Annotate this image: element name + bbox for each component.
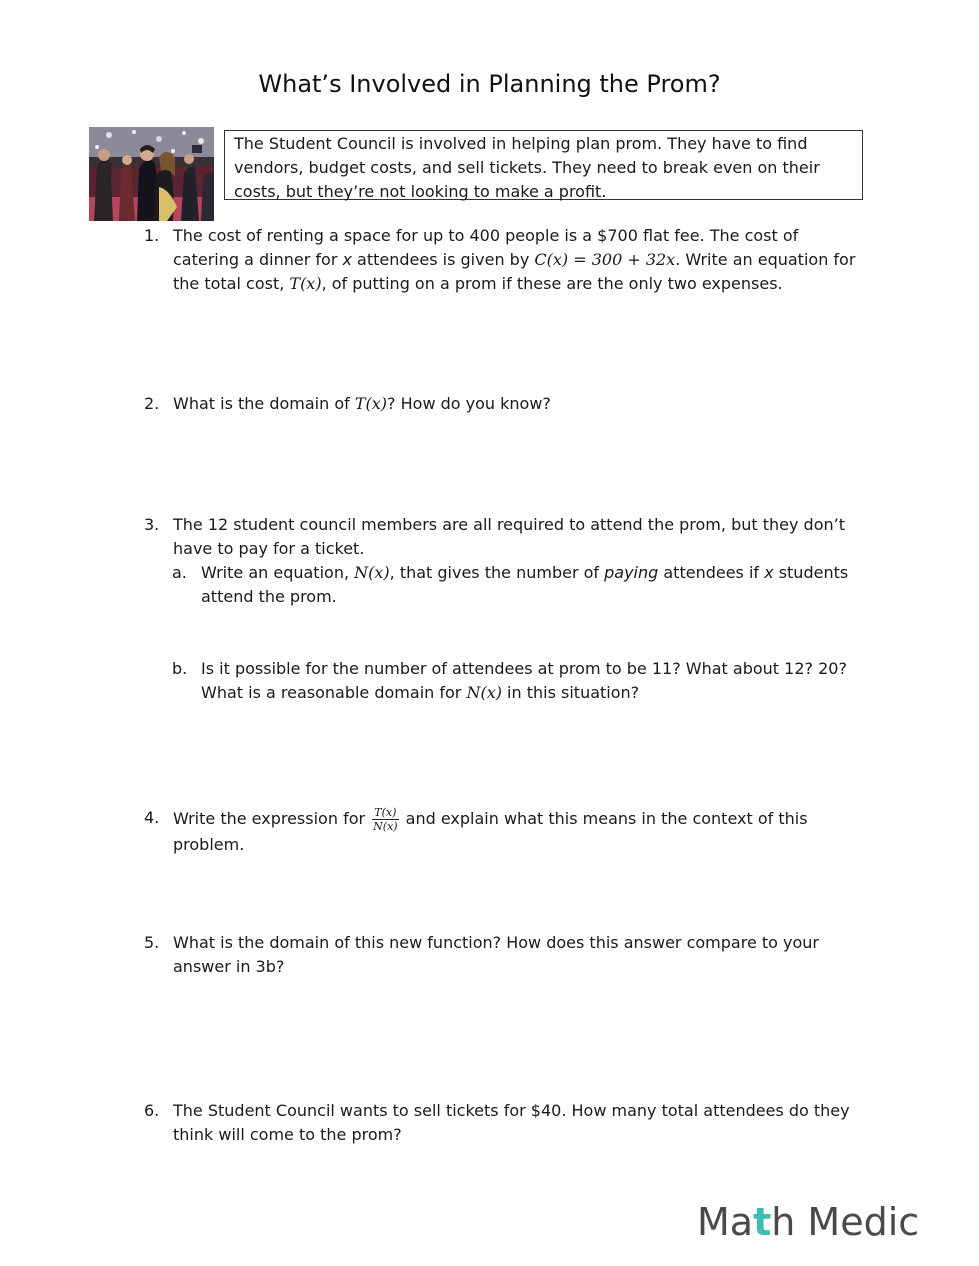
question-number: 3. bbox=[144, 515, 160, 534]
text-segment: students attend the prom. bbox=[201, 563, 849, 606]
text-segment: Write the expression for bbox=[173, 809, 371, 828]
prom-photo bbox=[89, 127, 214, 221]
intro-box: The Student Council is involved in helping plan prom. They have to find vendors, budget costs, and sell tickets. They need to break even on their costs, but they’re not looking to make a profit. bbox=[224, 130, 863, 200]
question-number: 6. bbox=[144, 1101, 160, 1120]
question-6 bbox=[144, 1099, 869, 1147]
text-segment: and explain what this means in the context of this problem. bbox=[173, 809, 808, 854]
variable: x bbox=[342, 250, 352, 269]
question-3 bbox=[144, 513, 869, 561]
question-3a bbox=[144, 561, 869, 609]
logo-accent-letter: t bbox=[753, 1200, 772, 1244]
question-2 bbox=[144, 392, 869, 416]
prom-dancers-image bbox=[89, 127, 214, 221]
math-expression: N(x) bbox=[466, 683, 502, 702]
subquestion-text bbox=[172, 657, 869, 705]
text-segment: Is it possible for the number of attendees at prom to be 11? What about 12? 20? What is a reasonable domain for bbox=[201, 659, 847, 702]
question-number: 2. bbox=[144, 394, 160, 413]
text-segment: in this situation? bbox=[501, 683, 640, 702]
text-segment: attendees is given by bbox=[351, 250, 535, 269]
question-text: The 12 student council members are all required to attend the prom, but they don’t have to pay for a ticket. bbox=[173, 515, 845, 558]
variable: x bbox=[764, 563, 774, 582]
subquestion-text bbox=[172, 561, 869, 609]
page-title: What’s Involved in Planning the Prom? bbox=[258, 70, 721, 98]
text-segment: , of putting on a prom if these are the only two expenses. bbox=[321, 274, 783, 293]
math-expression: N(x) bbox=[354, 563, 390, 582]
fraction bbox=[372, 806, 398, 833]
subquestion-letter: b. bbox=[172, 659, 188, 678]
text-segment: Write an equation, bbox=[201, 563, 355, 582]
math-medic-logo bbox=[697, 1200, 919, 1244]
question-text bbox=[173, 224, 869, 296]
text-segment: ? How do you know? bbox=[387, 394, 551, 413]
fraction-denominator: N(x) bbox=[373, 820, 398, 833]
text-segment: , that gives the number of bbox=[389, 563, 605, 582]
question-text: The Student Council wants to sell tickets for $40. How many total attendees do they think will come to the prom? bbox=[173, 1101, 850, 1144]
question-text: What is the domain of this new function? How does this answer compare to your answer in 3b? bbox=[173, 933, 819, 976]
question-number: 4. bbox=[144, 808, 160, 827]
question-text bbox=[173, 806, 869, 857]
math-expression: C(x) = 300 + 32x bbox=[534, 250, 676, 269]
question-5 bbox=[144, 931, 869, 979]
math-expression: T(x) bbox=[354, 394, 388, 413]
logo-text: Ma bbox=[697, 1200, 754, 1244]
question-4 bbox=[144, 806, 869, 857]
question-number: 1. bbox=[144, 226, 160, 245]
question-number: 5. bbox=[144, 933, 160, 952]
logo-text: h Medic bbox=[771, 1200, 920, 1244]
fraction-numerator: T(x) bbox=[372, 806, 398, 820]
text-segment: attendees if bbox=[658, 563, 765, 582]
text-segment: The cost of renting a space for up to 400 people is a $700 flat fee. The cost of catering a dinner for bbox=[173, 226, 799, 269]
text-segment: What is the domain of bbox=[173, 394, 355, 413]
question-3b bbox=[144, 657, 869, 705]
question-1 bbox=[144, 224, 869, 296]
question-text bbox=[173, 392, 869, 416]
subquestion-letter: a. bbox=[172, 563, 187, 582]
emphasis: paying bbox=[604, 563, 659, 582]
text-segment: . Write an equation for the total cost, bbox=[173, 250, 856, 293]
math-expression: T(x) bbox=[289, 274, 322, 293]
